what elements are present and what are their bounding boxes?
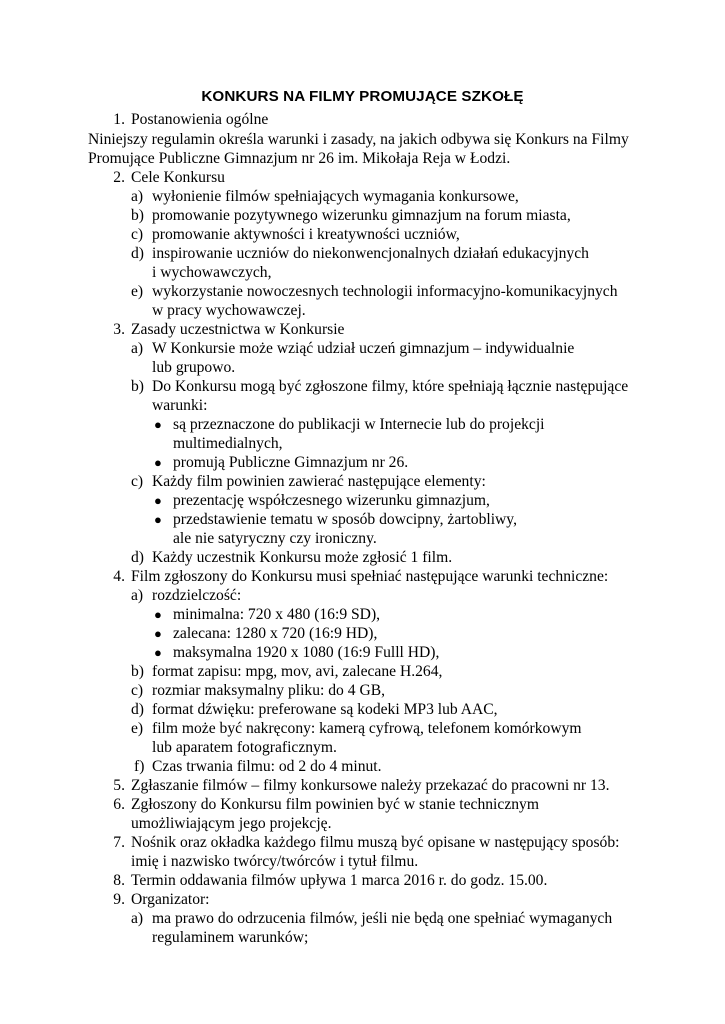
section-3-number: 3. (113, 321, 125, 338)
s2-d-text-1: inspirowanie uczniów do niekonwencjonalnych działań edukacyjnych (152, 245, 589, 262)
s4-b-marker: b) (131, 663, 144, 680)
s3-d-marker: d) (131, 549, 144, 566)
s4-b-text: format zapisu: mpg, mov, avi, zalecane H.264, (152, 663, 443, 680)
s3-b-text-2: warunki: (152, 397, 208, 414)
section-1-paragraph-line-2: Promujące Publiczne Gimnazjum nr 26 im. Mikołaja Reja w Łodzi. (88, 150, 511, 167)
s2-b-text: promowanie pozytywnego wizerunku gimnazjum na forum miasta, (152, 207, 571, 224)
s3-b-marker: b) (131, 378, 144, 395)
bullet-icon: ● (154, 417, 162, 432)
section-7-text-1: Nośnik oraz okładka każdego filmu muszą być opisane w następujący sposób: (131, 834, 620, 851)
s4-a-text: rozdzielczość: (152, 587, 242, 604)
section-6-text-2: umożliwiającym jego projekcję. (131, 815, 332, 832)
s4-e-text-1: film może być nakręcony: kamerą cyfrową, telefonem komórkowym (152, 720, 582, 737)
section-7-text-2: imię i nazwisko twórcy/twórców i tytuł filmu. (131, 853, 419, 870)
section-1-number: 1. (113, 111, 125, 128)
s4-e-text-2: lub aparatem fotograficznym. (152, 739, 337, 756)
s3-a-text-1: W Konkursie może wziąć udział uczeń gimnazjum – indywidualnie (152, 340, 575, 357)
s2-d-marker: d) (131, 245, 144, 262)
document-title: KONKURS NA FILMY PROMUJĄCE SZKOŁĘ (201, 88, 524, 105)
bullet-icon: ● (154, 512, 162, 527)
s4-d-marker: d) (131, 701, 144, 718)
s2-c-text: promowanie aktywności i kreatywności uczniów, (152, 226, 460, 243)
s4-d-text: format dźwięku: preferowane są kodeki MP3 lub AAC, (152, 701, 498, 718)
s4-f-text: Czas trwania filmu: od 2 do 4 minut. (152, 758, 382, 775)
section-2-number: 2. (113, 169, 125, 186)
s3-b-text-1: Do Konkursu mogą być zgłoszone filmy, które spełniają łącznie następujące (152, 378, 629, 395)
s3-c-text: Każdy film powinien zawierać następujące elementy: (152, 473, 486, 490)
section-5-number: 5. (113, 777, 125, 794)
section-9-heading: Organizator: (131, 891, 210, 908)
bullet-icon: ● (154, 645, 162, 660)
s2-e-marker: e) (131, 283, 144, 300)
section-4-heading: Film zgłoszony do Konkursu musi spełniać następujące warunki techniczne: (131, 568, 609, 585)
s2-e-text-2: w pracy wychowawczej. (152, 302, 306, 319)
section-7-number: 7. (113, 834, 125, 851)
s4-a-bullet-1: minimalna: 720 x 480 (16:9 SD), (173, 606, 381, 623)
s4-a-bullet-2: zalecana: 1280 x 720 (16:9 HD), (173, 625, 378, 642)
s2-c-marker: c) (131, 226, 144, 243)
s9-a-text-2: regulaminem warunków; (152, 929, 309, 946)
section-1-heading: Postanowienia ogólne (131, 111, 269, 128)
s2-e-text-1: wykorzystanie nowoczesnych technologii informacyjno-komunikacyjnych (152, 283, 618, 300)
section-2-heading: Cele Konkursu (131, 169, 225, 186)
s2-b-marker: b) (131, 207, 144, 224)
s4-c-marker: c) (131, 682, 144, 699)
bullet-icon: ● (154, 455, 162, 470)
s9-a-marker: a) (131, 910, 144, 927)
s3-c-bullet-1: prezentację współczesnego wizerunku gimnazjum, (173, 492, 490, 509)
s3-b-bullet-1-line-1: są przeznaczone do publikacji w Internecie lub do projekcji (173, 416, 545, 433)
s4-c-text: rozmiar maksymalny pliku: do 4 GB, (152, 682, 386, 699)
s2-a-marker: a) (131, 188, 144, 205)
s3-c-bullet-2-line-2: ale nie satyryczny czy ironiczny. (173, 530, 377, 547)
s4-f-marker: f) (134, 758, 145, 775)
section-8-text: Termin oddawania filmów upływa 1 marca 2016 r. do godz. 15.00. (131, 872, 548, 889)
section-6-number: 6. (113, 796, 125, 813)
section-8-number: 8. (113, 872, 125, 889)
s3-d-text: Każdy uczestnik Konkursu może zgłosić 1 film. (152, 549, 453, 566)
s4-e-marker: e) (131, 720, 144, 737)
section-3-heading: Zasady uczestnictwa w Konkursie (131, 321, 345, 338)
s3-b-bullet-1-line-2: multimedialnych, (173, 435, 283, 452)
s3-b-bullet-2: promują Publiczne Gimnazjum nr 26. (173, 454, 409, 471)
bullet-icon: ● (154, 607, 162, 622)
s4-a-bullet-3: maksymalna 1920 x 1080 (16:9 Fulll HD), (173, 644, 440, 661)
s2-a-text: wyłonienie filmów spełniających wymagania konkursowe, (152, 188, 519, 205)
bullet-icon: ● (154, 493, 162, 508)
s3-c-bullet-2-line-1: przedstawienie tematu w sposób dowcipny, żartobliwy, (173, 511, 517, 528)
s3-a-marker: a) (131, 340, 144, 357)
s4-a-marker: a) (131, 587, 144, 604)
s3-a-text-2: lub grupowo. (152, 359, 236, 376)
bullet-icon: ● (154, 626, 162, 641)
s2-d-text-2: i wychowawczych, (152, 264, 272, 281)
section-6-text-1: Zgłoszony do Konkursu film powinien być w stanie technicznym (131, 796, 539, 813)
s9-a-text-1: ma prawo do odrzucenia filmów, jeśli nie będą one spełniać wymaganych (152, 910, 613, 927)
section-9-number: 9. (113, 891, 125, 908)
section-1-paragraph-line-1: Niniejszy regulamin określa warunki i zasady, na jakich odbywa się Konkurs na Filmy (88, 131, 629, 148)
section-5-text: Zgłaszanie filmów – filmy konkursowe należy przekazać do pracowni nr 13. (131, 777, 610, 794)
section-4-number: 4. (113, 568, 125, 585)
s3-c-marker: c) (131, 473, 144, 490)
